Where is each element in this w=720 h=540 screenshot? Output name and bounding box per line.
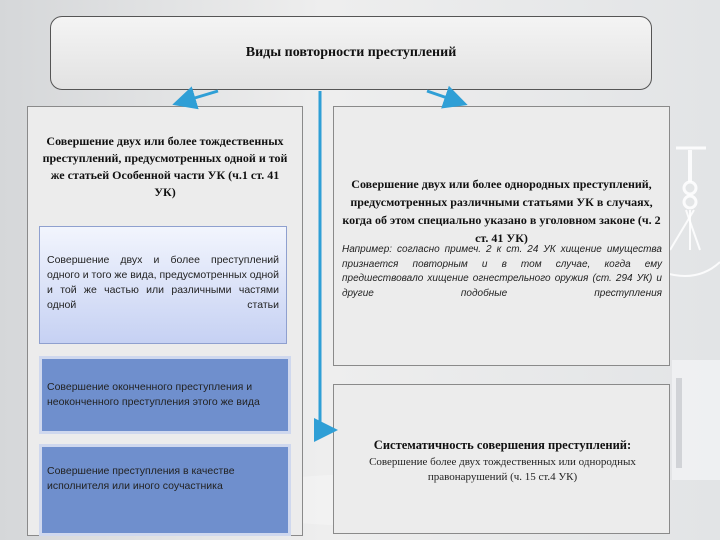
completed-incomplete-text: Совершение оконченного преступления и неоконченного преступления этого же вида <box>47 381 260 408</box>
same-article-text: Совершение двух и более преступлений одного и того же вида, предусмотренных одной и той же частью или различными частями одной статьи <box>47 254 279 311</box>
diagram-title: Виды повторности преступлений <box>50 16 652 90</box>
bottom-heading: Систематичность совершения преступлений: <box>373 438 632 452</box>
arrow-to-left <box>178 91 218 103</box>
left-heading: Совершение двух или более тождественных преступлений, предусмотренных одной и той же статьей Особенной части УК (ч.1 ст. 41 УК) <box>42 134 288 199</box>
bottom-text: Совершение более двух тождественных или однородных правонарушений (ч. 15 ст.4 УК) <box>369 456 636 483</box>
right-heading: Совершение двух или более однородных преступлений, предусмотренных различными статьями УК в случаях, когда об этом специально указано в уголовном законе (ч. 2 ст. 41 УК) <box>342 177 661 245</box>
performer-accomplice-text: Совершение преступления в качестве исполнителя или иного соучастника <box>47 465 235 492</box>
right-example: Например: согласно примеч. 2 к ст. 24 УК хищение имущества признается повторным и в том случае, когда ему предшествовало хищение огнестрельного оружия (ст. 294 УК) и другие подобные преступления <box>342 244 662 299</box>
arrow-to-right <box>427 91 462 103</box>
